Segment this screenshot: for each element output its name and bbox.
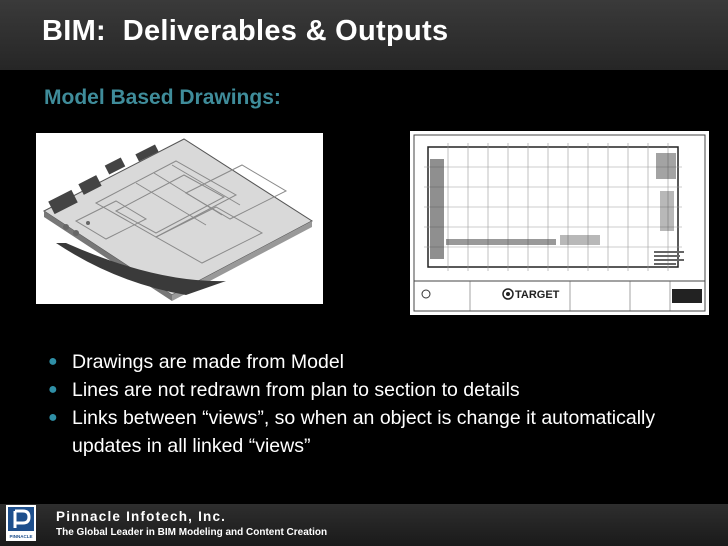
bullet-item xyxy=(42,348,682,376)
bullet-list xyxy=(42,348,682,460)
bullet-text: Lines are not redrawn from plan to section to details xyxy=(72,379,520,401)
pinnacle-logo-icon xyxy=(6,505,36,541)
title-bar xyxy=(0,0,728,70)
company-tagline: The Global Leader in BIM Modeling and Content Creation xyxy=(56,527,328,538)
bullet-icon: ● xyxy=(48,381,58,398)
slide-title: BIM: Deliverables & Outputs xyxy=(42,15,449,47)
floor-plan-drawing-sheet-icon xyxy=(410,131,709,315)
bullet-item xyxy=(42,376,682,404)
floor-plan-image xyxy=(410,131,709,315)
logo-text: PINNACLE xyxy=(9,534,33,539)
bullet-icon: ● xyxy=(48,409,58,426)
slide-subtitle: Model Based Drawings: xyxy=(44,86,281,109)
isometric-3d-building-model-icon xyxy=(36,133,323,304)
company-name: Pinnacle Infotech, Inc. xyxy=(56,509,227,524)
bullet-text: Links between “views”, so when an object is change it automatically updates in all linked “views” xyxy=(72,407,656,457)
bullet-item xyxy=(42,404,682,460)
bullet-text: Drawings are made from Model xyxy=(72,351,345,373)
bullet-icon: ● xyxy=(48,353,58,370)
target-logo-text: TARGET xyxy=(515,289,560,301)
pinnacle-logo xyxy=(6,505,36,541)
building-model-image xyxy=(36,133,323,304)
